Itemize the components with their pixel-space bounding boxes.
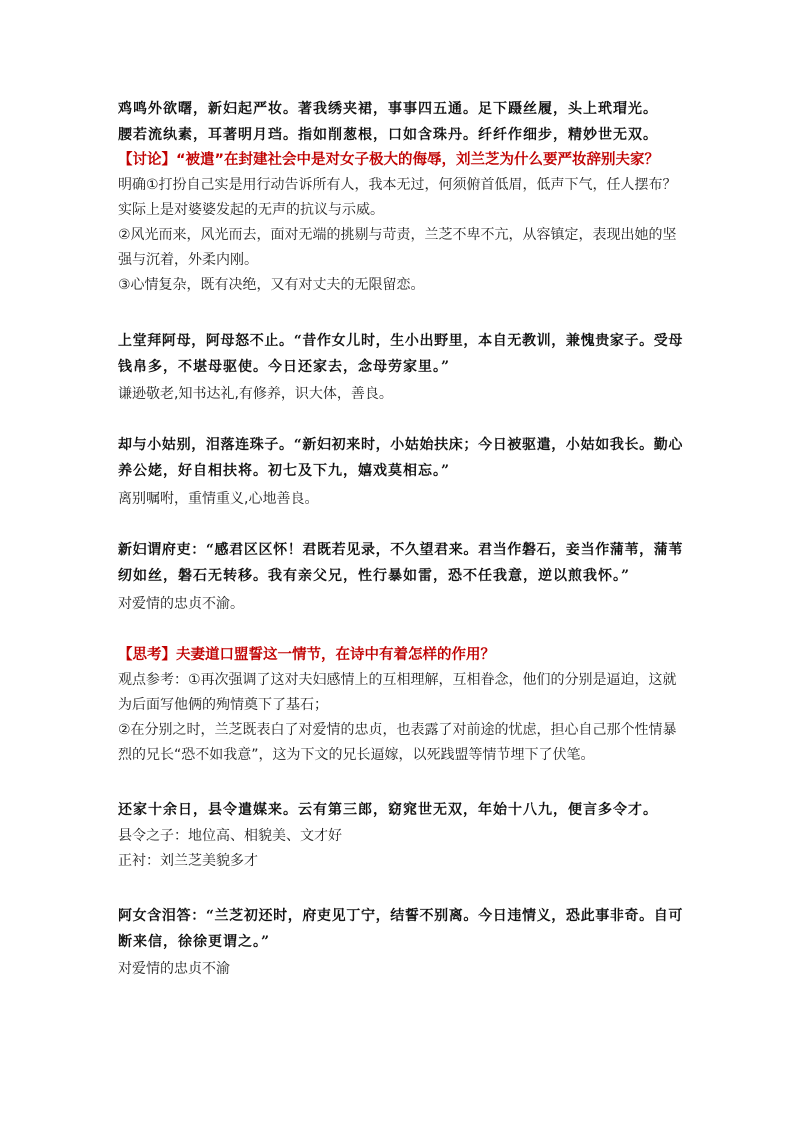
thinking-section — [118, 643, 683, 768]
poem-line: 阿女含泪答：“兰芝初还时，府吏见丁宁，结誓不别离。今日违情义，恐此事非奇。自可 — [118, 908, 684, 924]
comment-line: 正衬：刘兰芝美貌多才 — [118, 853, 258, 869]
comment-2: 谦逊敬老,知书达礼,有修养，识大体，善良。 — [118, 386, 393, 402]
poem-excerpt-3 — [118, 432, 683, 484]
discussion-heading — [118, 148, 683, 173]
poem-line: 鸡鸣外欲曙，新妇起严妆。著我绣夹裙，事事四五通。足下蹑丝履，头上玳瑁光。 — [118, 101, 658, 117]
poem-line: 上堂拜阿母，阿母怒不止。“昔作女儿时，生小出野里，本自无教训，兼愧贵家子。受母 — [118, 333, 684, 349]
poem-line: 新妇谓府吏：“感君区区怀！君既若见录，不久望君来。君当作磐石，妾当作蒲苇，蒲苇 — [118, 542, 684, 558]
answer-line: ②在分别之时，兰芝既表白了对爱情的忠贞，也表露了对前途的忧虑，担心自己那个性情暴 — [118, 722, 677, 738]
answer-line: ②风光而来，风光而去，面对无端的挑剔与苛责，兰芝不卑不亢，从容镇定，表现出她的坚 — [118, 227, 677, 243]
thinking-tag: 【思考】 — [118, 647, 176, 663]
discussion-question: “被遣”在封建社会中是对女子极大的侮辱，刘兰芝为什么要严妆辞别夫家？ — [176, 152, 660, 168]
comment-3: 离别嘱咐，重情重义,心地善良。 — [118, 491, 319, 507]
discussion-tag: 【讨论】 — [118, 152, 176, 168]
thinking-answer — [118, 668, 683, 768]
discussion-section — [118, 148, 683, 298]
poem-line: 断来信，徐徐更谓之。” — [118, 934, 271, 950]
comment-5 — [118, 824, 683, 874]
poem-line: 养公姥，好自相扶将。初七及下九，嬉戏莫相忘。” — [118, 463, 451, 479]
poem-excerpt-4 — [118, 537, 683, 589]
poem-excerpt-6 — [118, 903, 683, 955]
comment-line: 县令之子：地位高、相貌美、文才好 — [118, 828, 342, 844]
poem-line: 钱帛多，不堪母驱使。今日还家去，念母劳家里。” — [118, 359, 451, 375]
thinking-heading — [118, 643, 683, 668]
poem-line: 腰若流纨素，耳著明月珰。指如削葱根，口如含珠丹。纤纤作细步，精妙世无双。 — [118, 127, 658, 143]
answer-line: 烈的兄长“恐不如我意”，这为下文的兄长逼嫁，以死践盟等情节埋下了伏笔。 — [118, 747, 595, 763]
comment-6: 对爱情的忠贞不渝 — [118, 961, 230, 977]
poem-excerpt-1 — [118, 96, 683, 148]
poem-excerpt-2 — [118, 328, 683, 380]
poem-line: 却与小姑别，泪落连珠子。“新妇初来时，小姑始扶床；今日被驱遣，小姑如我长。勤心 — [118, 437, 684, 453]
answer-line: 实际上是对婆婆发起的无声的抗议与示威。 — [118, 202, 384, 218]
answer-line: 明确①打扮自己实是用行动告诉所有人，我本无过，何须俯首低眉，低声下气，任人摆布？ — [118, 177, 677, 193]
poem-line: 纫如丝，磐石无转移。我有亲父兄，性行暴如雷，恐不任我意，逆以煎我怀。” — [118, 568, 631, 584]
thinking-question: 夫妻道口盟誓这一情节，在诗中有着怎样的作用？ — [176, 647, 495, 663]
discussion-answer — [118, 173, 683, 298]
poem-excerpt-5 — [118, 797, 683, 823]
comment-4: 对爱情的忠贞不渝。 — [118, 596, 244, 612]
answer-line: ③心情复杂，既有决绝，又有对丈夫的无限留恋。 — [118, 277, 425, 293]
answer-line: 为后面写他俩的殉情奠下了基石； — [118, 697, 328, 713]
answer-line: 观点参考：①再次强调了这对夫妇感情上的互相理解，互相眷念，他们的分别是逼迫，这就 — [118, 672, 677, 688]
poem-line: 还家十余日，县令遣媒来。云有第三郎，窈窕世无双，年始十八九，便言多令才。 — [118, 802, 658, 818]
answer-line: 强与沉着，外柔内刚。 — [118, 252, 258, 268]
